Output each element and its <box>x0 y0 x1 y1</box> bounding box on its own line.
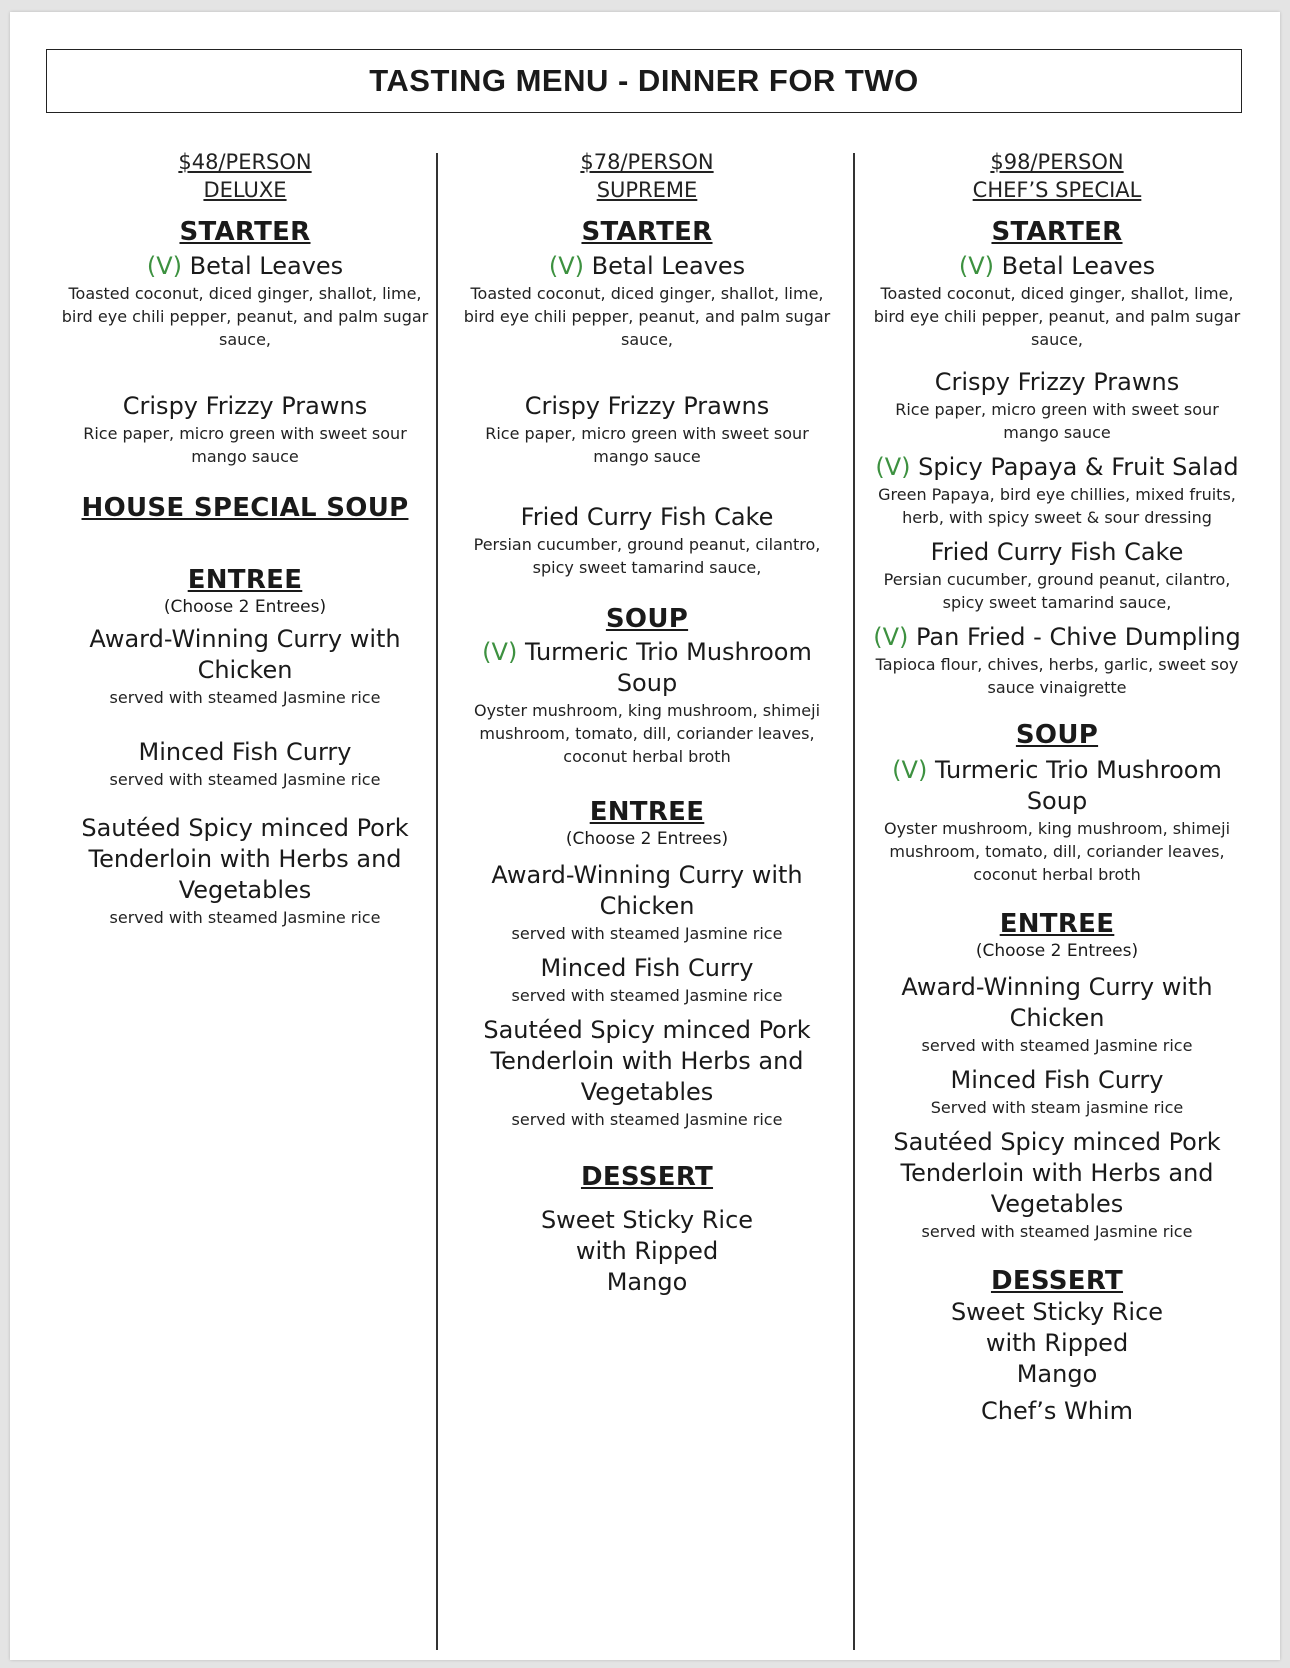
dish-name: Crispy Frizzy Prawns <box>934 368 1180 396</box>
dish-description: served with steamed Jasmine rice <box>109 908 381 927</box>
dish-description: served with steamed Jasmine rice <box>109 688 381 707</box>
vegetarian-mark: (V) <box>482 638 518 666</box>
dessert-name: Sweet Sticky Rice with Ripped Mango <box>950 1298 1164 1388</box>
dish-name: Crispy Frizzy Prawns <box>524 392 770 420</box>
dish-name: Minced Fish Curry <box>540 954 754 982</box>
dish-name: Minced Fish Curry <box>138 738 352 766</box>
vegetarian-mark: (V) <box>873 623 909 651</box>
dish-name: (V) Turmeric Trio Mushroom Soup <box>892 756 1222 815</box>
dish-description: served with steamed Jasmine rice <box>511 1110 783 1129</box>
section-heading: ENTREE <box>589 797 705 827</box>
section-heading: SOUP <box>1015 720 1099 750</box>
dish-description: served with steamed Jasmine rice <box>511 924 783 943</box>
menu-column-deluxe <box>60 148 430 929</box>
dish-description: Rice paper, micro green with sweet sour mango sauce <box>485 424 809 466</box>
section-heading: SOUP <box>605 604 689 634</box>
vegetarian-mark: (V) <box>958 252 994 280</box>
section-heading: ENTREE <box>999 909 1115 939</box>
dish-description: Oyster mushroom, king mushroom, shimeji mushroom, tomato, dill, coriander leaves, coconut herbal broth <box>473 701 821 766</box>
entree-note: (Choose 2 Entrees) <box>975 941 1139 961</box>
section-heading: STARTER <box>179 217 311 247</box>
dish-name: (V) Betal Leaves <box>548 252 746 280</box>
column-tier: SUPREME <box>596 178 698 202</box>
vegetarian-mark: (V) <box>875 453 911 481</box>
dish-name: Sautéed Spicy minced Pork Tenderloin with Herbs and Vegetables <box>893 1128 1221 1218</box>
vegetarian-mark: (V) <box>892 756 928 784</box>
dish-name: (V) Turmeric Trio Mushroom Soup <box>482 638 812 697</box>
dish-name: (V) Betal Leaves <box>146 252 344 280</box>
dessert-name: Chef’s Whim <box>981 1397 1133 1425</box>
dish-description: served with steamed Jasmine rice <box>921 1222 1193 1241</box>
dish-description: Rice paper, micro green with sweet sour mango sauce <box>83 424 407 466</box>
dish-description: Green Papaya, bird eye chillies, mixed fruits, herb, with spicy sweet & sour dressing <box>878 485 1236 527</box>
dish-name: (V) Spicy Papaya & Fruit Salad <box>875 453 1239 481</box>
column-tier: CHEF’S SPECIAL <box>972 178 1142 202</box>
entree-note: (Choose 2 Entrees) <box>163 597 327 617</box>
dish-name: Fried Curry Fish Cake <box>520 503 774 531</box>
dish-name: Fried Curry Fish Cake <box>930 538 1184 566</box>
column-price: $78/PERSON <box>580 150 714 174</box>
dish-description: Persian cucumber, ground peanut, cilantro, spicy sweet tamarind sauce, <box>883 570 1231 612</box>
dish-description: served with steamed Jasmine rice <box>921 1036 1193 1055</box>
column-divider <box>853 153 855 1650</box>
dish-description: Toasted coconut, diced ginger, shallot, lime, bird eye chili pepper, peanut, and palm sugar sauce, <box>61 284 429 349</box>
dessert-name: Sweet Sticky Rice with Ripped Mango <box>540 1206 754 1296</box>
menu-page <box>10 12 1280 1660</box>
column-divider <box>436 153 438 1650</box>
section-heading: HOUSE SPECIAL SOUP <box>81 493 409 523</box>
menu-column-chefs-special <box>872 148 1242 1427</box>
section-heading: STARTER <box>581 217 713 247</box>
dish-name: Crispy Frizzy Prawns <box>122 392 368 420</box>
dish-description: served with steamed Jasmine rice <box>109 770 381 789</box>
section-heading: STARTER <box>991 217 1123 247</box>
dish-description: Rice paper, micro green with sweet sour mango sauce <box>895 400 1219 442</box>
dish-description: Oyster mushroom, king mushroom, shimeji mushroom, tomato, dill, coriander leaves, coconut herbal broth <box>883 819 1231 884</box>
dish-description: Tapioca flour, chives, herbs, garlic, sweet soy sauce vinaigrette <box>875 655 1239 697</box>
column-tier: DELUXE <box>203 178 287 202</box>
dish-description: served with steamed Jasmine rice <box>511 986 783 1005</box>
dish-name: Award-Winning Curry with Chicken <box>491 861 803 920</box>
menu-column-supreme <box>462 148 832 1298</box>
section-heading: DESSERT <box>990 1266 1124 1296</box>
column-price: $48/PERSON <box>178 150 312 174</box>
vegetarian-mark: (V) <box>146 252 182 280</box>
dish-name: Award-Winning Curry with Chicken <box>89 625 401 684</box>
dish-description: Served with steam jasmine rice <box>930 1098 1184 1117</box>
dish-name: Minced Fish Curry <box>950 1066 1164 1094</box>
dish-name: (V) Pan Fried - Chive Dumpling <box>873 623 1241 651</box>
dish-description: Persian cucumber, ground peanut, cilantro, spicy sweet tamarind sauce, <box>473 535 821 577</box>
dish-name: (V) Betal Leaves <box>958 252 1156 280</box>
dish-description: Toasted coconut, diced ginger, shallot, lime, bird eye chili pepper, peanut, and palm sugar sauce, <box>463 284 831 349</box>
section-heading: ENTREE <box>187 565 303 595</box>
dish-name: Sautéed Spicy minced Pork Tenderloin with Herbs and Vegetables <box>483 1016 811 1106</box>
section-heading: DESSERT <box>580 1162 714 1192</box>
dish-name: Award-Winning Curry with Chicken <box>901 973 1213 1032</box>
entree-note: (Choose 2 Entrees) <box>565 829 729 849</box>
vegetarian-mark: (V) <box>548 252 584 280</box>
column-price: $98/PERSON <box>990 150 1124 174</box>
dish-description: Toasted coconut, diced ginger, shallot, lime, bird eye chili pepper, peanut, and palm sugar sauce, <box>873 284 1241 349</box>
dish-name: Sautéed Spicy minced Pork Tenderloin with Herbs and Vegetables <box>81 814 409 904</box>
menu-title: TASTING MENU - DINNER FOR TWO <box>46 49 1242 113</box>
